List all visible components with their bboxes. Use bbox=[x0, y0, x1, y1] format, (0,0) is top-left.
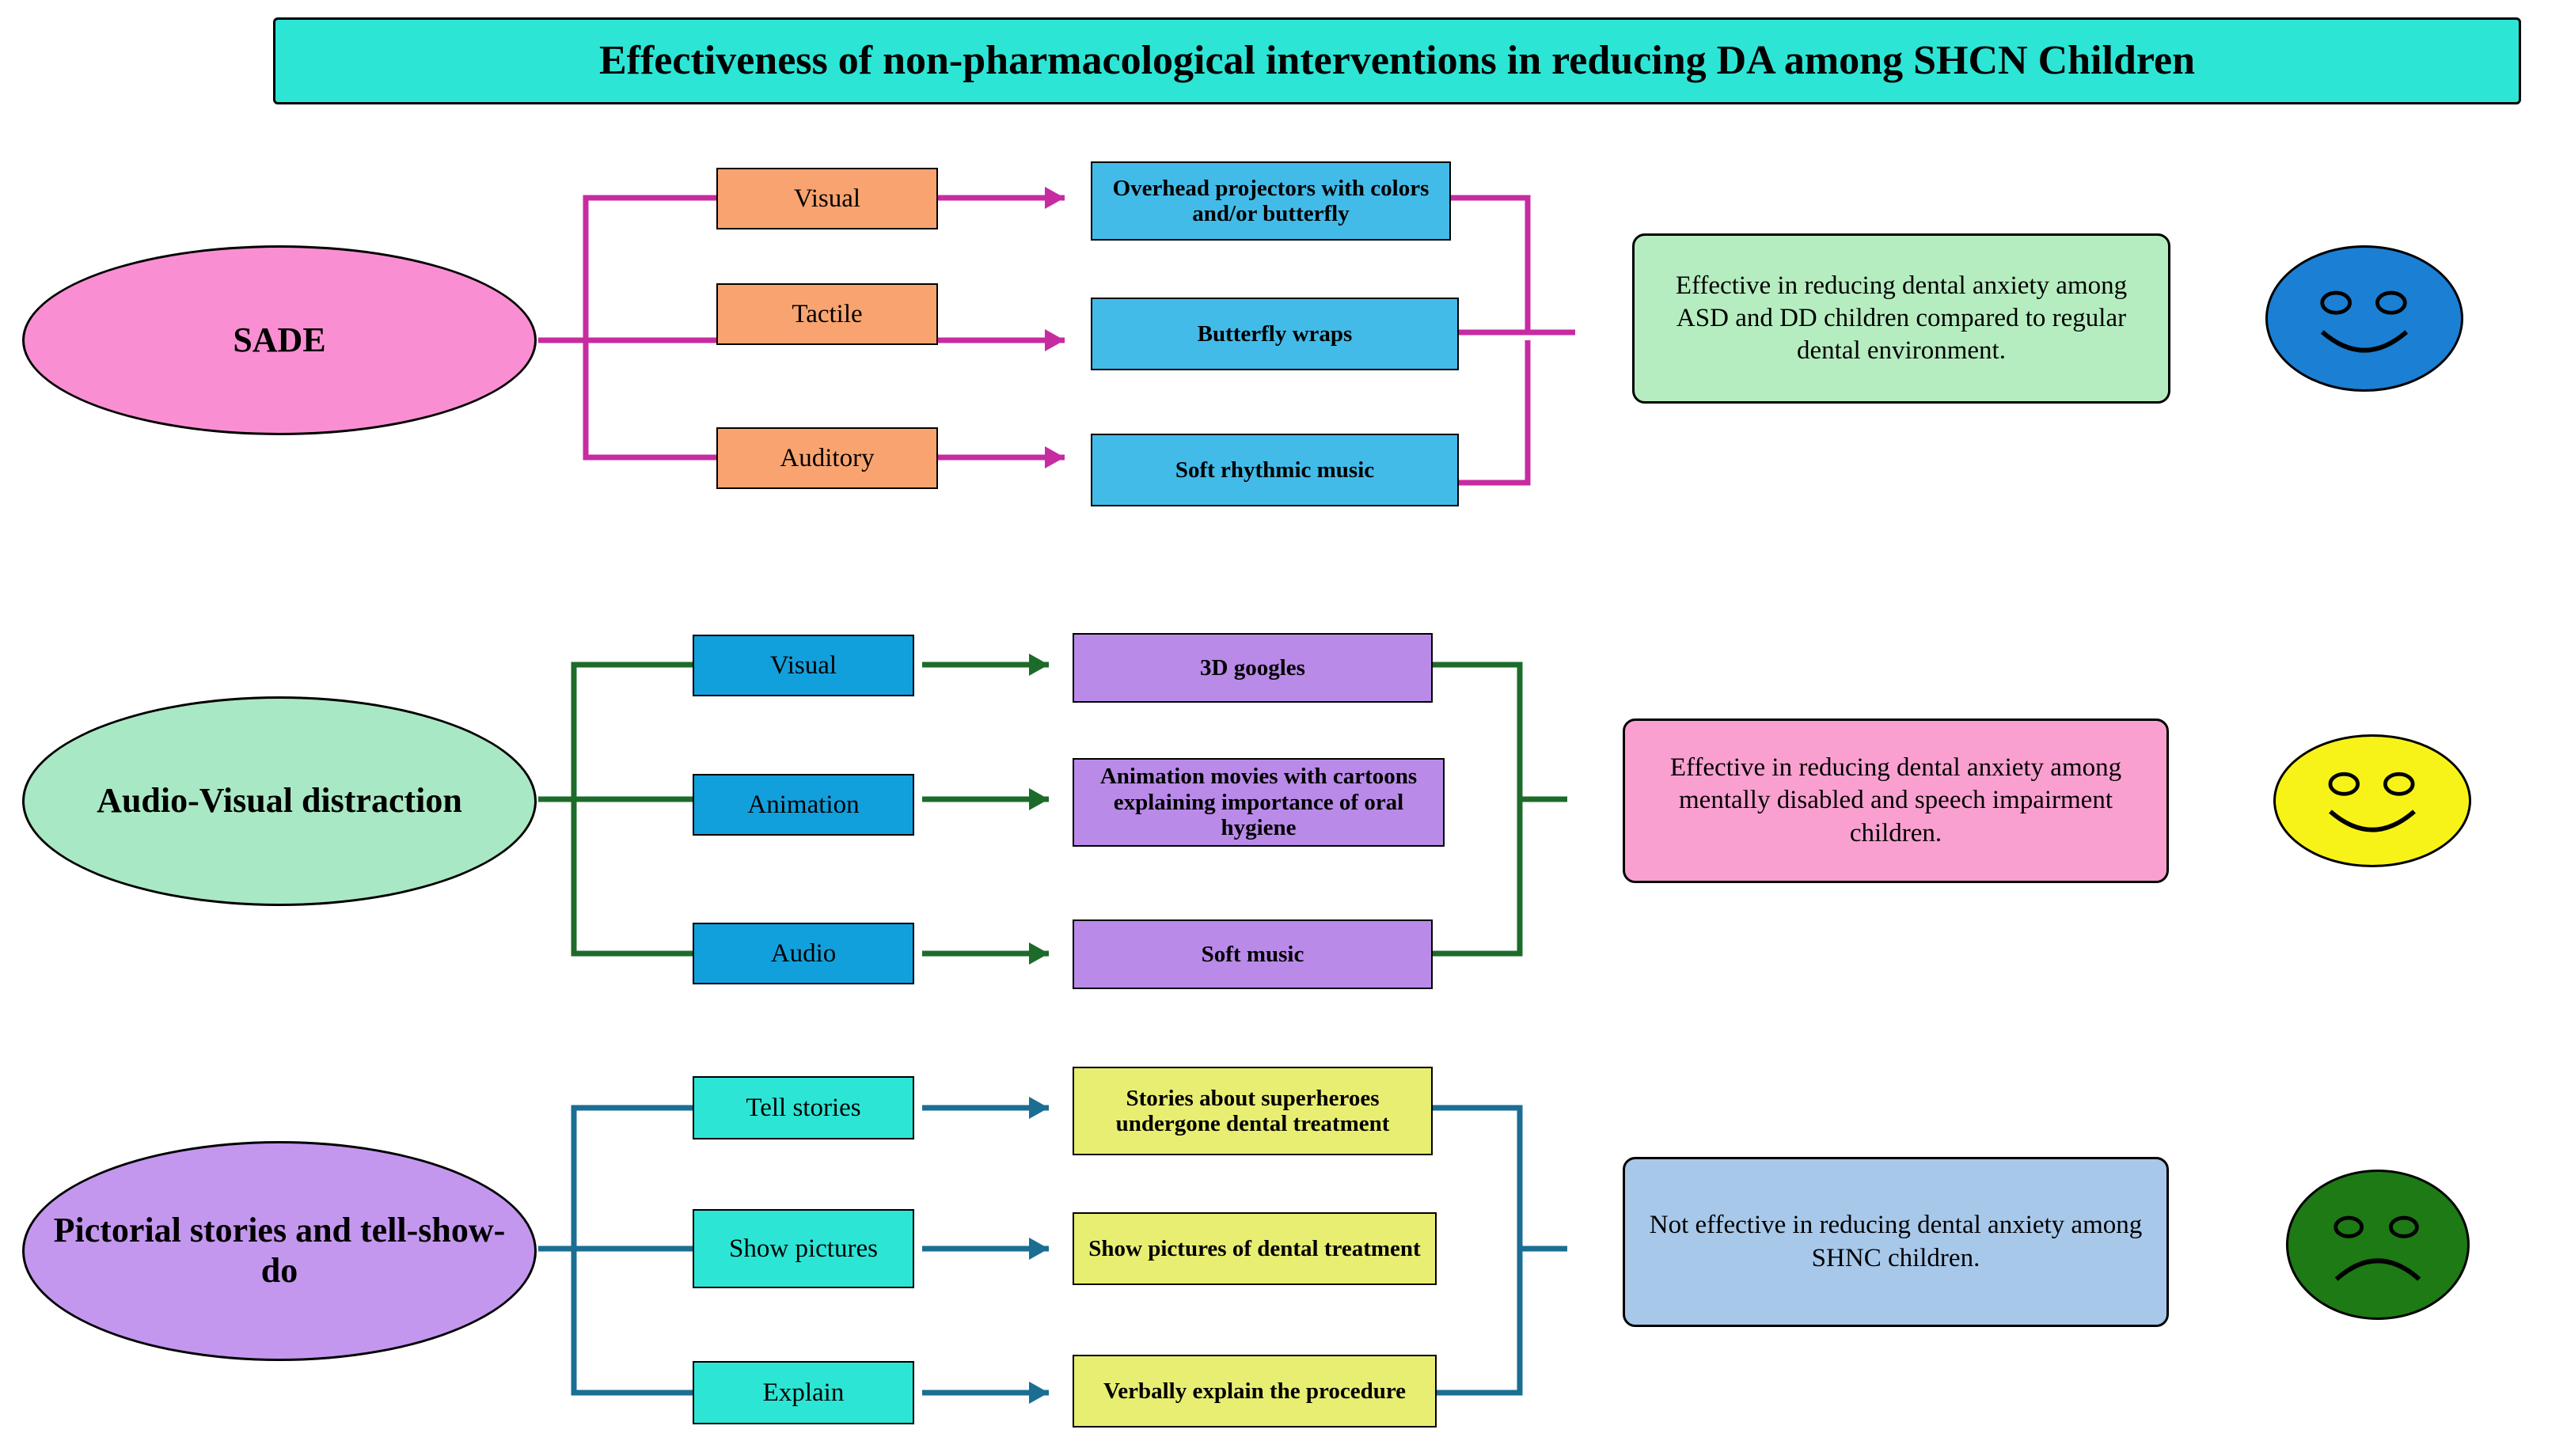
modality-label: Visual bbox=[769, 650, 837, 680]
modality-box-tactile-sade[interactable] bbox=[716, 283, 938, 345]
outcome-label: Not effective in reducing dental anxiety among SHNC children. bbox=[1649, 1211, 2143, 1272]
smile-face-icon-sade bbox=[2265, 245, 2463, 392]
outcome-label: Effective in reducing dental anxiety among mentally disabled and speech impairment children. bbox=[1669, 753, 2122, 847]
outcome-label: Effective in reducing dental anxiety among ASD and DD children compared to regular dental environment. bbox=[1675, 271, 2128, 366]
smile-face-svg bbox=[2276, 737, 2469, 865]
outcome-box-pictorial[interactable] bbox=[1623, 1157, 2169, 1327]
page-title: Effectiveness of non-pharmacological interventions in reducing DA among SHCN Children bbox=[598, 38, 2195, 84]
description-label: Overhead projectors with colors and/or butterfly bbox=[1112, 175, 1430, 226]
description-box-av-animation[interactable] bbox=[1073, 758, 1445, 847]
description-label: Butterfly wraps bbox=[1197, 320, 1353, 347]
category-ellipse-sade[interactable] bbox=[22, 245, 537, 435]
row-pictorial-arrowheads bbox=[1029, 1097, 1049, 1404]
category-label: Audio-Visual distraction bbox=[97, 781, 462, 821]
description-box-pictorial-show[interactable] bbox=[1073, 1212, 1437, 1285]
modality-box-animation-av[interactable] bbox=[693, 774, 914, 836]
description-label: Stories about superheroes undergone dental treatment bbox=[1115, 1085, 1390, 1136]
modality-label: Audio bbox=[770, 938, 837, 968]
description-label: Verbally explain the procedure bbox=[1103, 1378, 1407, 1404]
diagram-title-banner bbox=[273, 17, 2521, 104]
frown-face-icon-pictorial bbox=[2286, 1170, 2470, 1320]
modality-label: Animation bbox=[747, 790, 860, 819]
modality-box-audio-av[interactable] bbox=[693, 923, 914, 984]
modality-label: Auditory bbox=[780, 443, 875, 472]
description-box-sade-tactile[interactable] bbox=[1091, 298, 1459, 370]
modality-box-tell-stories[interactable] bbox=[693, 1076, 914, 1139]
category-label: Pictorial stories and tell-show-do bbox=[53, 1211, 506, 1290]
outcome-box-audio-visual[interactable] bbox=[1623, 719, 2169, 883]
row-sade-arrowheads bbox=[1045, 187, 1065, 468]
description-label: Soft rhythmic music bbox=[1175, 457, 1375, 483]
description-label: Animation movies with cartoons explaining importance of oral hygiene bbox=[1099, 764, 1418, 841]
description-label: Soft music bbox=[1201, 941, 1304, 967]
modality-box-explain[interactable] bbox=[693, 1361, 914, 1424]
description-box-pictorial-tell[interactable] bbox=[1073, 1067, 1433, 1155]
modality-label: Show pictures bbox=[729, 1234, 878, 1263]
modality-box-visual-av[interactable] bbox=[693, 635, 914, 696]
description-box-sade-visual[interactable] bbox=[1091, 161, 1451, 241]
description-box-sade-auditory[interactable] bbox=[1091, 434, 1459, 506]
modality-box-visual-sade[interactable] bbox=[716, 168, 938, 229]
modality-label: Tell stories bbox=[746, 1093, 861, 1122]
description-box-av-audio[interactable] bbox=[1073, 919, 1433, 989]
category-ellipse-pictorial[interactable] bbox=[22, 1141, 537, 1361]
description-label: Show pictures of dental treatment bbox=[1088, 1235, 1421, 1261]
description-label: 3D googles bbox=[1200, 654, 1305, 681]
description-box-pictorial-explain[interactable] bbox=[1073, 1355, 1437, 1428]
modality-label: Visual bbox=[793, 184, 861, 213]
modality-box-show-pictures[interactable] bbox=[693, 1209, 914, 1288]
modality-label: Explain bbox=[762, 1378, 845, 1407]
smile-face-icon-audio-visual bbox=[2273, 734, 2471, 867]
modality-label: Tactile bbox=[792, 299, 863, 328]
category-ellipse-audio-visual[interactable] bbox=[22, 696, 537, 906]
modality-box-auditory-sade[interactable] bbox=[716, 427, 938, 489]
smile-face-svg bbox=[2268, 248, 2461, 389]
row-audiovisual-arrowheads bbox=[1029, 654, 1049, 965]
frown-face-svg bbox=[2288, 1172, 2467, 1318]
outcome-box-sade[interactable] bbox=[1632, 233, 2170, 404]
description-box-av-visual[interactable] bbox=[1073, 633, 1433, 703]
category-label: SADE bbox=[233, 320, 326, 359]
